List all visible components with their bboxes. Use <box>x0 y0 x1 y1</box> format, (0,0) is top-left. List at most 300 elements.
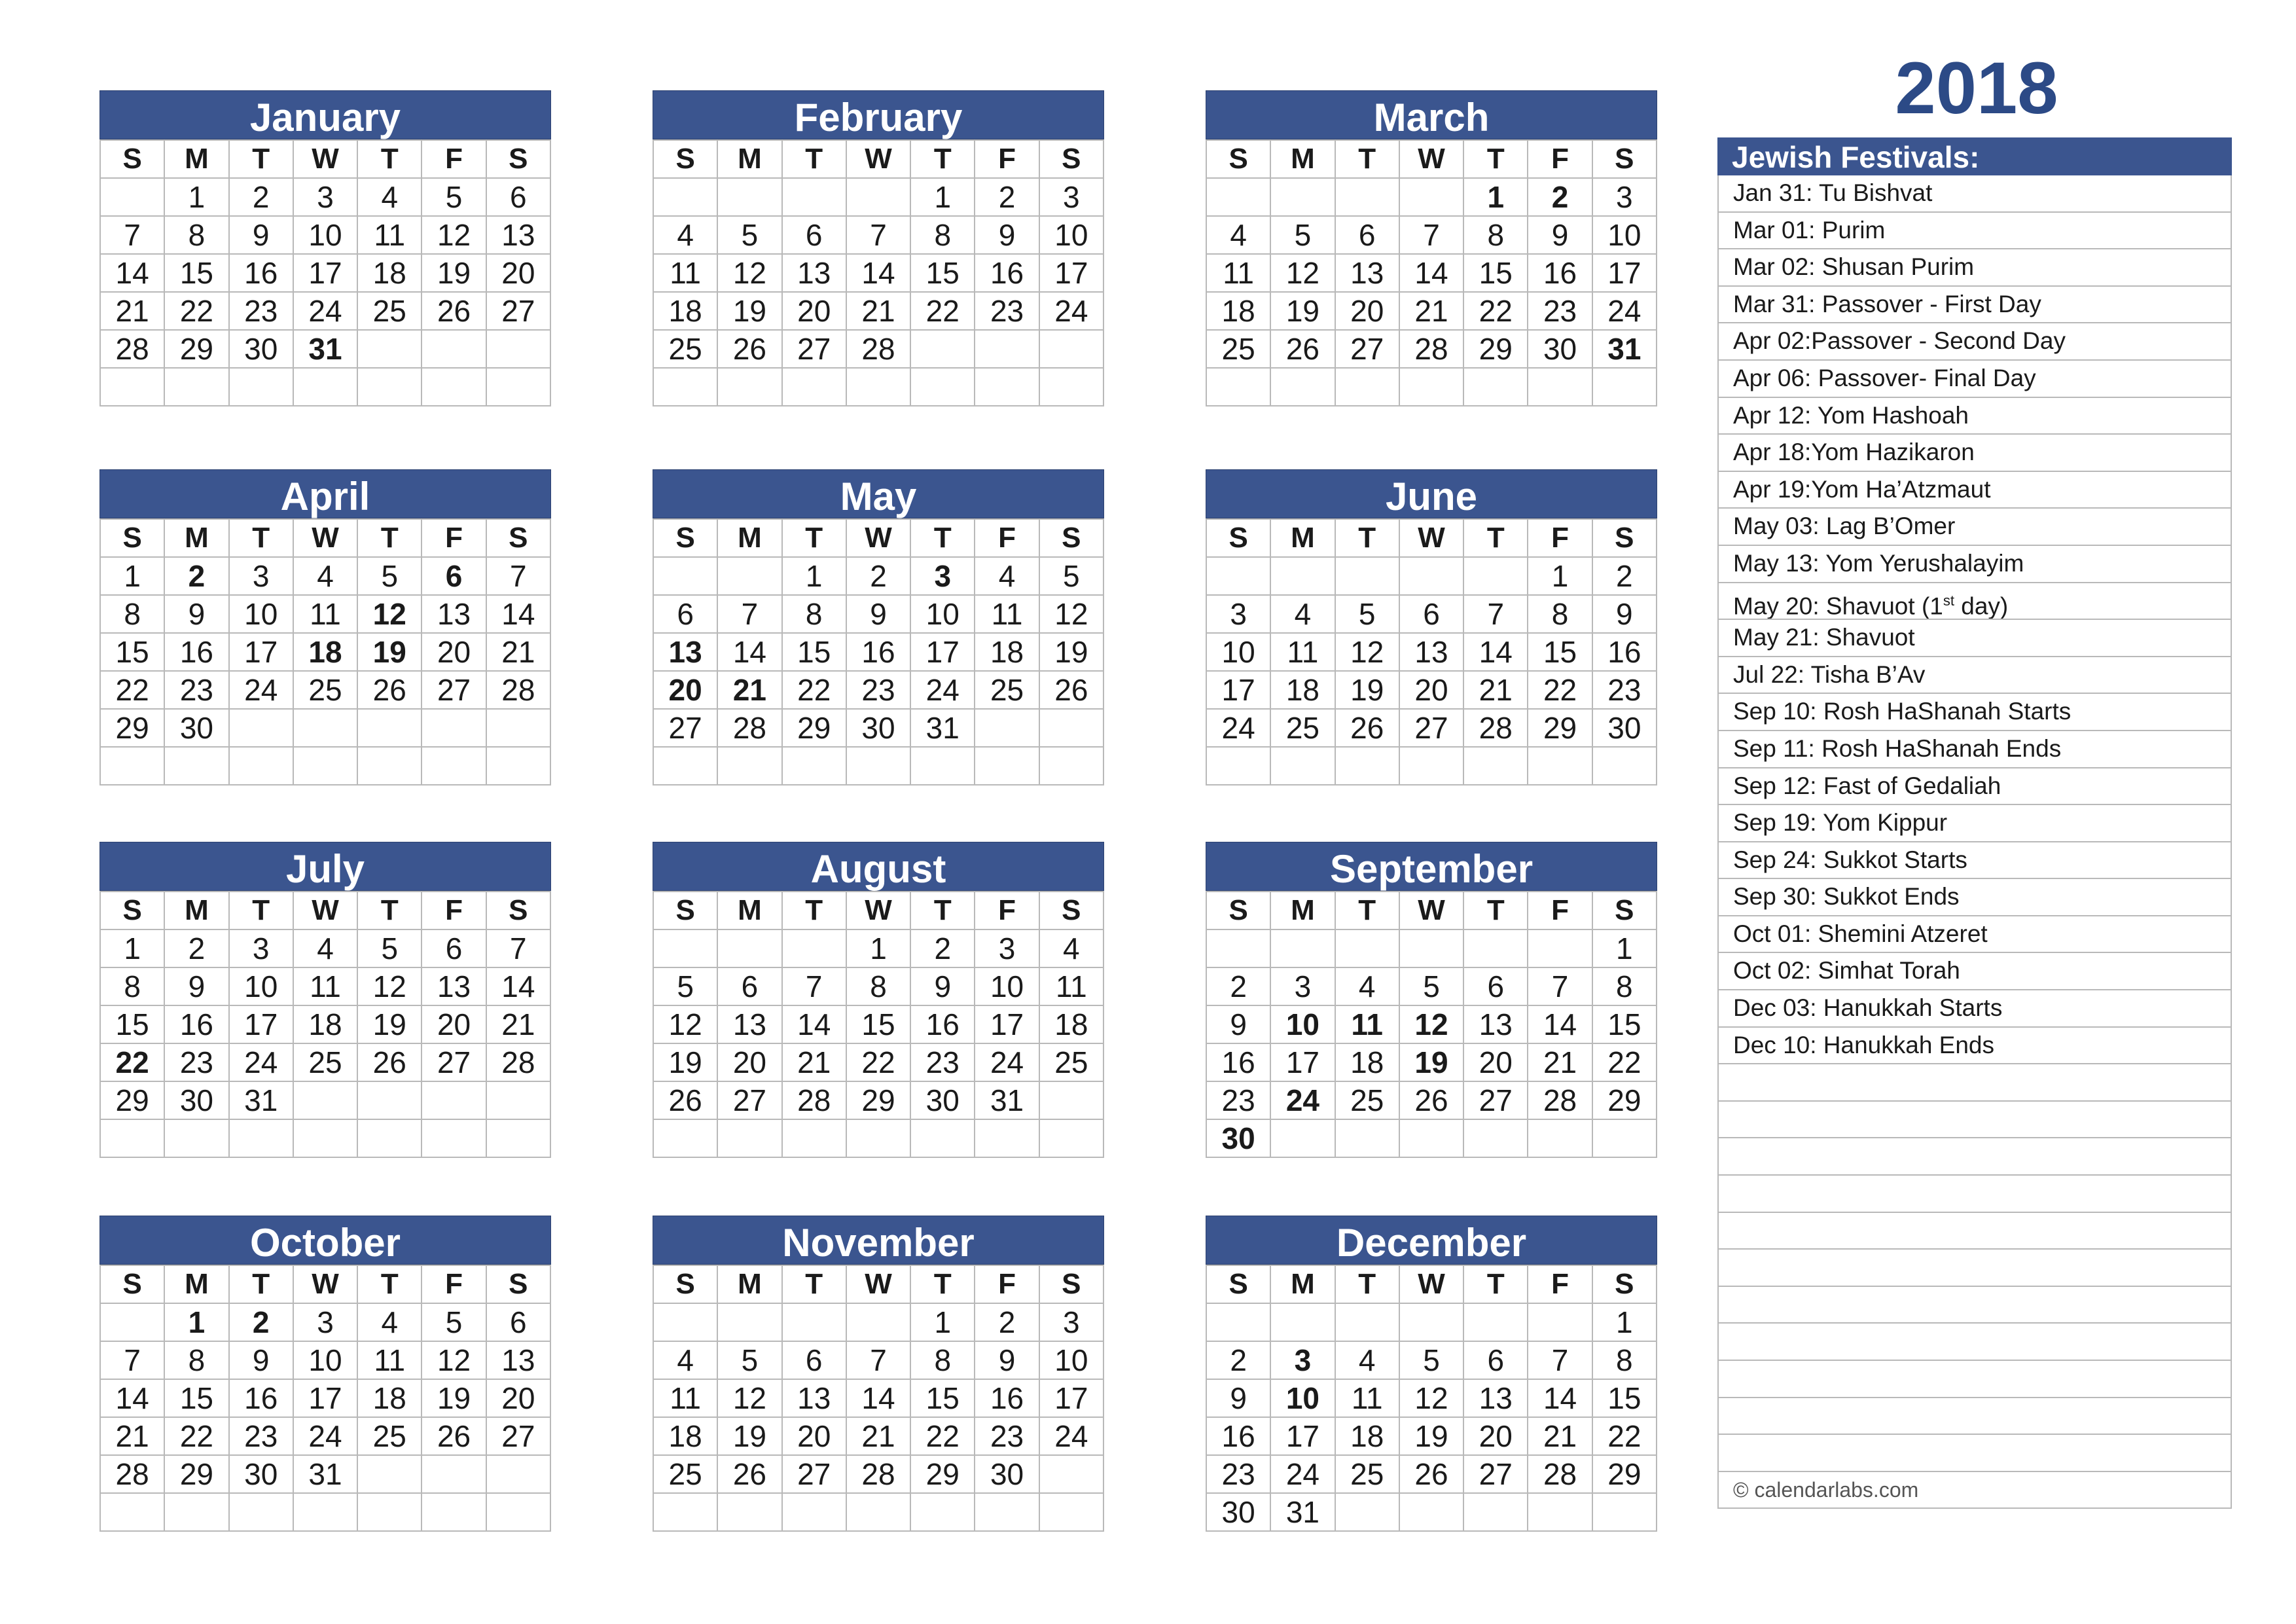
day-cell: 12 <box>422 216 486 254</box>
empty-cell <box>1039 1081 1103 1119</box>
festival-empty-row <box>1717 1361 2232 1398</box>
empty-cell <box>357 368 422 406</box>
empty-cell <box>1270 747 1335 785</box>
festival-item: May 20: Shavuot (1st day) <box>1717 583 2232 621</box>
day-cell: 26 <box>357 671 422 709</box>
day-cell: 23 <box>1206 1455 1270 1493</box>
festival-item: Apr 06: Passover- Final Day <box>1717 361 2232 398</box>
day-cell: 2 <box>1528 178 1592 216</box>
empty-cell <box>1399 1119 1463 1157</box>
empty-cell <box>846 1119 910 1157</box>
day-cell: 22 <box>164 292 228 330</box>
empty-cell <box>422 1119 486 1157</box>
day-cell: 15 <box>100 633 164 671</box>
day-cell: 7 <box>486 557 550 595</box>
weekday-header: F <box>422 140 486 178</box>
day-cell: 19 <box>1335 671 1399 709</box>
festival-item: Sep 30: Sukkot Ends <box>1717 879 2232 916</box>
day-cell: 13 <box>1463 1005 1528 1043</box>
weekday-header: M <box>1270 892 1335 929</box>
weekday-header: S <box>100 519 164 557</box>
day-cell: 26 <box>653 1081 717 1119</box>
empty-cell <box>1039 1119 1103 1157</box>
day-cell: 8 <box>910 1341 975 1379</box>
day-cell: 25 <box>1335 1455 1399 1493</box>
day-cell: 3 <box>293 1303 357 1341</box>
empty-cell <box>1399 1493 1463 1531</box>
empty-cell <box>293 1119 357 1157</box>
day-cell: 24 <box>1039 292 1103 330</box>
empty-cell <box>357 330 422 368</box>
day-cell: 26 <box>1270 330 1335 368</box>
weekday-header: S <box>653 1265 717 1303</box>
day-cell: 17 <box>910 633 975 671</box>
empty-cell <box>1270 368 1335 406</box>
weekday-header: T <box>1463 519 1528 557</box>
day-cell: 22 <box>100 671 164 709</box>
day-cell: 23 <box>1592 671 1657 709</box>
empty-cell <box>486 1455 550 1493</box>
empty-cell <box>1039 747 1103 785</box>
day-cell: 2 <box>846 557 910 595</box>
weekday-header: T <box>357 519 422 557</box>
weekday-header: F <box>975 140 1039 178</box>
empty-cell <box>1528 747 1592 785</box>
weekday-header: S <box>1039 892 1103 929</box>
day-cell: 27 <box>422 671 486 709</box>
empty-cell <box>846 1303 910 1341</box>
day-cell: 9 <box>229 216 293 254</box>
weekday-header: M <box>1270 519 1335 557</box>
month-table <box>653 518 1104 785</box>
day-cell: 12 <box>653 1005 717 1043</box>
weekday-header: F <box>975 892 1039 929</box>
day-cell: 2 <box>910 929 975 967</box>
day-cell: 8 <box>1463 216 1528 254</box>
empty-cell <box>422 1493 486 1531</box>
day-cell: 16 <box>229 254 293 292</box>
empty-cell <box>1039 368 1103 406</box>
weekday-header: F <box>1528 1265 1592 1303</box>
day-cell: 3 <box>229 929 293 967</box>
day-cell: 21 <box>486 1005 550 1043</box>
festival-item: Oct 01: Shemini Atzeret <box>1717 916 2232 954</box>
day-cell: 16 <box>846 633 910 671</box>
weekday-header: T <box>357 140 422 178</box>
weekday-header: T <box>782 140 846 178</box>
empty-cell <box>422 1081 486 1119</box>
day-cell: 5 <box>357 929 422 967</box>
day-cell: 13 <box>486 1341 550 1379</box>
day-cell: 15 <box>164 1379 228 1417</box>
day-cell: 29 <box>100 709 164 747</box>
day-cell: 14 <box>1528 1005 1592 1043</box>
weekday-header: M <box>164 892 228 929</box>
empty-cell <box>293 709 357 747</box>
festival-item: Apr 18:Yom Hazikaron <box>1717 435 2232 472</box>
day-cell: 30 <box>1528 330 1592 368</box>
day-cell: 15 <box>782 633 846 671</box>
empty-cell <box>1206 368 1270 406</box>
day-cell: 25 <box>1335 1081 1399 1119</box>
festival-item: Jul 22: Tisha B’Av <box>1717 657 2232 695</box>
day-cell: 30 <box>1206 1119 1270 1157</box>
day-cell: 6 <box>782 1341 846 1379</box>
weekday-header: W <box>293 1265 357 1303</box>
empty-cell <box>1335 368 1399 406</box>
day-cell: 10 <box>975 967 1039 1005</box>
month-december <box>1206 1216 1657 1532</box>
day-cell: 30 <box>846 709 910 747</box>
weekday-header: T <box>782 892 846 929</box>
weekday-header: S <box>1592 519 1657 557</box>
day-cell: 17 <box>975 1005 1039 1043</box>
empty-cell <box>717 368 781 406</box>
day-cell: 12 <box>717 254 781 292</box>
empty-cell <box>486 368 550 406</box>
day-cell: 6 <box>1463 1341 1528 1379</box>
month-june <box>1206 469 1657 785</box>
day-cell: 26 <box>357 1043 422 1081</box>
day-cell: 11 <box>1039 967 1103 1005</box>
weekday-header: M <box>717 519 781 557</box>
day-cell: 9 <box>975 1341 1039 1379</box>
day-cell: 21 <box>1528 1417 1592 1455</box>
festival-item: Apr 02:Passover - Second Day <box>1717 323 2232 361</box>
day-cell: 13 <box>1399 633 1463 671</box>
weekday-header: T <box>782 1265 846 1303</box>
day-cell: 11 <box>357 1341 422 1379</box>
empty-cell <box>1270 557 1335 595</box>
day-cell: 1 <box>164 1303 228 1341</box>
weekday-header: T <box>229 892 293 929</box>
empty-cell <box>846 747 910 785</box>
weekday-header: T <box>1463 1265 1528 1303</box>
empty-cell <box>164 747 228 785</box>
day-cell: 9 <box>1528 216 1592 254</box>
day-cell: 18 <box>653 1417 717 1455</box>
day-cell: 21 <box>782 1043 846 1081</box>
day-cell: 24 <box>229 671 293 709</box>
day-cell: 10 <box>1270 1005 1335 1043</box>
empty-cell <box>1399 178 1463 216</box>
weekday-header: S <box>1206 519 1270 557</box>
day-cell: 21 <box>1399 292 1463 330</box>
day-cell: 19 <box>357 633 422 671</box>
day-cell: 27 <box>1399 709 1463 747</box>
weekday-header: W <box>846 140 910 178</box>
day-cell: 3 <box>1270 1341 1335 1379</box>
day-cell: 18 <box>1335 1417 1399 1455</box>
weekday-header: M <box>164 1265 228 1303</box>
day-cell: 4 <box>1335 967 1399 1005</box>
empty-cell <box>846 1493 910 1531</box>
festival-item: Sep 10: Rosh HaShanah Starts <box>1717 694 2232 731</box>
empty-cell <box>653 929 717 967</box>
day-cell: 28 <box>486 671 550 709</box>
empty-cell <box>1592 747 1657 785</box>
weekday-header: S <box>1039 519 1103 557</box>
month-table <box>99 891 551 1158</box>
day-cell: 20 <box>1399 671 1463 709</box>
day-cell: 6 <box>486 1303 550 1341</box>
day-cell: 13 <box>422 595 486 633</box>
weekday-header: T <box>1335 140 1399 178</box>
empty-cell <box>100 1493 164 1531</box>
day-cell: 24 <box>1039 1417 1103 1455</box>
empty-cell <box>1528 1303 1592 1341</box>
day-cell: 17 <box>229 1005 293 1043</box>
day-cell: 28 <box>846 330 910 368</box>
day-cell: 10 <box>1206 633 1270 671</box>
empty-cell <box>1399 929 1463 967</box>
empty-cell <box>293 368 357 406</box>
month-september <box>1206 842 1657 1158</box>
day-cell: 25 <box>653 1455 717 1493</box>
weekday-header: F <box>422 892 486 929</box>
day-cell: 2 <box>229 178 293 216</box>
day-cell: 14 <box>486 967 550 1005</box>
credit-text: © calendarlabs.com <box>1717 1472 2232 1509</box>
day-cell: 23 <box>229 1417 293 1455</box>
empty-cell <box>1335 929 1399 967</box>
empty-cell <box>1528 1493 1592 1531</box>
day-cell: 8 <box>1592 967 1657 1005</box>
empty-cell <box>1039 709 1103 747</box>
day-cell: 24 <box>1592 292 1657 330</box>
weekday-header: W <box>293 519 357 557</box>
empty-cell <box>229 709 293 747</box>
day-cell: 19 <box>1399 1417 1463 1455</box>
month-july <box>99 842 551 1158</box>
empty-cell <box>357 1455 422 1493</box>
empty-cell <box>782 178 846 216</box>
day-cell: 8 <box>846 967 910 1005</box>
day-cell: 18 <box>357 254 422 292</box>
month-table <box>653 139 1104 406</box>
day-cell: 7 <box>100 1341 164 1379</box>
empty-cell <box>1528 1119 1592 1157</box>
day-cell: 8 <box>910 216 975 254</box>
day-cell: 19 <box>1039 633 1103 671</box>
day-cell: 1 <box>910 178 975 216</box>
empty-cell <box>229 747 293 785</box>
day-cell: 1 <box>910 1303 975 1341</box>
day-cell: 30 <box>1592 709 1657 747</box>
weekday-header: T <box>357 1265 422 1303</box>
day-cell: 28 <box>717 709 781 747</box>
weekday-header: M <box>717 892 781 929</box>
day-cell: 14 <box>1463 633 1528 671</box>
empty-cell <box>846 178 910 216</box>
empty-cell <box>782 1119 846 1157</box>
month-august <box>653 842 1104 1158</box>
weekday-header: M <box>717 1265 781 1303</box>
day-cell: 14 <box>846 1379 910 1417</box>
day-cell: 23 <box>1206 1081 1270 1119</box>
day-cell: 15 <box>910 254 975 292</box>
day-cell: 26 <box>1399 1455 1463 1493</box>
month-name: August <box>653 842 1104 891</box>
empty-cell <box>975 747 1039 785</box>
day-cell: 11 <box>653 1379 717 1417</box>
empty-cell <box>846 368 910 406</box>
day-cell: 8 <box>164 216 228 254</box>
day-cell: 29 <box>164 1455 228 1493</box>
empty-cell <box>1399 368 1463 406</box>
day-cell: 22 <box>910 292 975 330</box>
day-cell: 16 <box>229 1379 293 1417</box>
day-cell: 22 <box>910 1417 975 1455</box>
empty-cell <box>486 709 550 747</box>
day-cell: 12 <box>422 1341 486 1379</box>
day-cell: 22 <box>164 1417 228 1455</box>
day-cell: 29 <box>1463 330 1528 368</box>
empty-cell <box>1206 747 1270 785</box>
empty-cell <box>1270 1303 1335 1341</box>
day-cell: 31 <box>910 709 975 747</box>
day-cell: 9 <box>1206 1005 1270 1043</box>
weekday-header: S <box>1206 1265 1270 1303</box>
day-cell: 26 <box>717 330 781 368</box>
day-cell: 30 <box>164 709 228 747</box>
day-cell: 25 <box>293 671 357 709</box>
festival-item: Apr 19:Yom Ha’Atzmaut <box>1717 472 2232 509</box>
day-cell: 24 <box>229 1043 293 1081</box>
day-cell: 30 <box>229 1455 293 1493</box>
day-cell: 17 <box>1206 671 1270 709</box>
empty-cell <box>1206 178 1270 216</box>
day-cell: 27 <box>422 1043 486 1081</box>
day-cell: 5 <box>422 178 486 216</box>
empty-cell <box>717 178 781 216</box>
weekday-header: F <box>422 519 486 557</box>
day-cell: 4 <box>357 178 422 216</box>
day-cell: 24 <box>293 292 357 330</box>
month-name: June <box>1206 469 1657 518</box>
empty-cell <box>1592 1493 1657 1531</box>
empty-cell <box>1463 368 1528 406</box>
day-cell: 30 <box>229 330 293 368</box>
weekday-header: S <box>1592 1265 1657 1303</box>
day-cell: 6 <box>422 557 486 595</box>
empty-cell <box>782 1493 846 1531</box>
empty-cell <box>1206 929 1270 967</box>
empty-cell <box>1335 1303 1399 1341</box>
day-cell: 7 <box>1399 216 1463 254</box>
empty-cell <box>1463 1493 1528 1531</box>
day-cell: 11 <box>1206 254 1270 292</box>
day-cell: 7 <box>1528 967 1592 1005</box>
day-cell: 20 <box>486 1379 550 1417</box>
empty-cell <box>717 747 781 785</box>
day-cell: 1 <box>100 929 164 967</box>
empty-cell <box>1463 1119 1528 1157</box>
day-cell: 23 <box>1528 292 1592 330</box>
day-cell: 14 <box>717 633 781 671</box>
empty-cell <box>1335 1493 1399 1531</box>
day-cell: 19 <box>1399 1043 1463 1081</box>
day-cell: 17 <box>293 1379 357 1417</box>
month-name: January <box>99 90 551 139</box>
festival-item: May 13: Yom Yerushalayim <box>1717 546 2232 583</box>
day-cell: 19 <box>717 292 781 330</box>
empty-cell <box>100 368 164 406</box>
day-cell: 23 <box>164 671 228 709</box>
day-cell: 2 <box>164 557 228 595</box>
day-cell: 26 <box>1335 709 1399 747</box>
day-cell: 10 <box>1039 216 1103 254</box>
empty-cell <box>782 747 846 785</box>
day-cell: 23 <box>846 671 910 709</box>
day-cell: 18 <box>1039 1005 1103 1043</box>
weekday-header: F <box>1528 519 1592 557</box>
empty-cell <box>653 1119 717 1157</box>
weekday-header: S <box>1039 1265 1103 1303</box>
day-cell: 10 <box>1270 1379 1335 1417</box>
month-november <box>653 1216 1104 1532</box>
day-cell: 16 <box>1206 1417 1270 1455</box>
day-cell: 18 <box>1335 1043 1399 1081</box>
day-cell: 23 <box>975 292 1039 330</box>
empty-cell <box>653 557 717 595</box>
empty-cell <box>1039 1455 1103 1493</box>
empty-cell <box>100 178 164 216</box>
empty-cell <box>100 1119 164 1157</box>
day-cell: 28 <box>486 1043 550 1081</box>
month-february <box>653 90 1104 406</box>
day-cell: 17 <box>293 254 357 292</box>
day-cell: 24 <box>1270 1455 1335 1493</box>
day-cell: 15 <box>164 254 228 292</box>
day-cell: 25 <box>293 1043 357 1081</box>
day-cell: 3 <box>1206 595 1270 633</box>
day-cell: 11 <box>293 595 357 633</box>
day-cell: 5 <box>1399 967 1463 1005</box>
month-table <box>1206 1265 1657 1532</box>
day-cell: 23 <box>910 1043 975 1081</box>
empty-cell <box>1206 1303 1270 1341</box>
empty-cell <box>1463 557 1528 595</box>
empty-cell <box>782 1303 846 1341</box>
weekday-header: T <box>1335 892 1399 929</box>
day-cell: 29 <box>910 1455 975 1493</box>
day-cell: 3 <box>229 557 293 595</box>
day-cell: 16 <box>164 633 228 671</box>
day-cell: 6 <box>782 216 846 254</box>
empty-cell <box>975 1119 1039 1157</box>
empty-cell <box>229 1119 293 1157</box>
day-cell: 15 <box>1592 1379 1657 1417</box>
empty-cell <box>910 747 975 785</box>
day-cell: 9 <box>164 967 228 1005</box>
weekday-header: W <box>1399 140 1463 178</box>
weekday-header: F <box>975 519 1039 557</box>
day-cell: 22 <box>100 1043 164 1081</box>
day-cell: 11 <box>357 216 422 254</box>
day-cell: 23 <box>229 292 293 330</box>
weekday-header: W <box>1399 519 1463 557</box>
empty-cell <box>1039 1493 1103 1531</box>
weekday-header: W <box>1399 1265 1463 1303</box>
day-cell: 7 <box>846 1341 910 1379</box>
day-cell: 14 <box>100 254 164 292</box>
day-cell: 9 <box>846 595 910 633</box>
empty-cell <box>1335 178 1399 216</box>
month-april <box>99 469 551 785</box>
empty-cell <box>229 1493 293 1531</box>
day-cell: 2 <box>229 1303 293 1341</box>
